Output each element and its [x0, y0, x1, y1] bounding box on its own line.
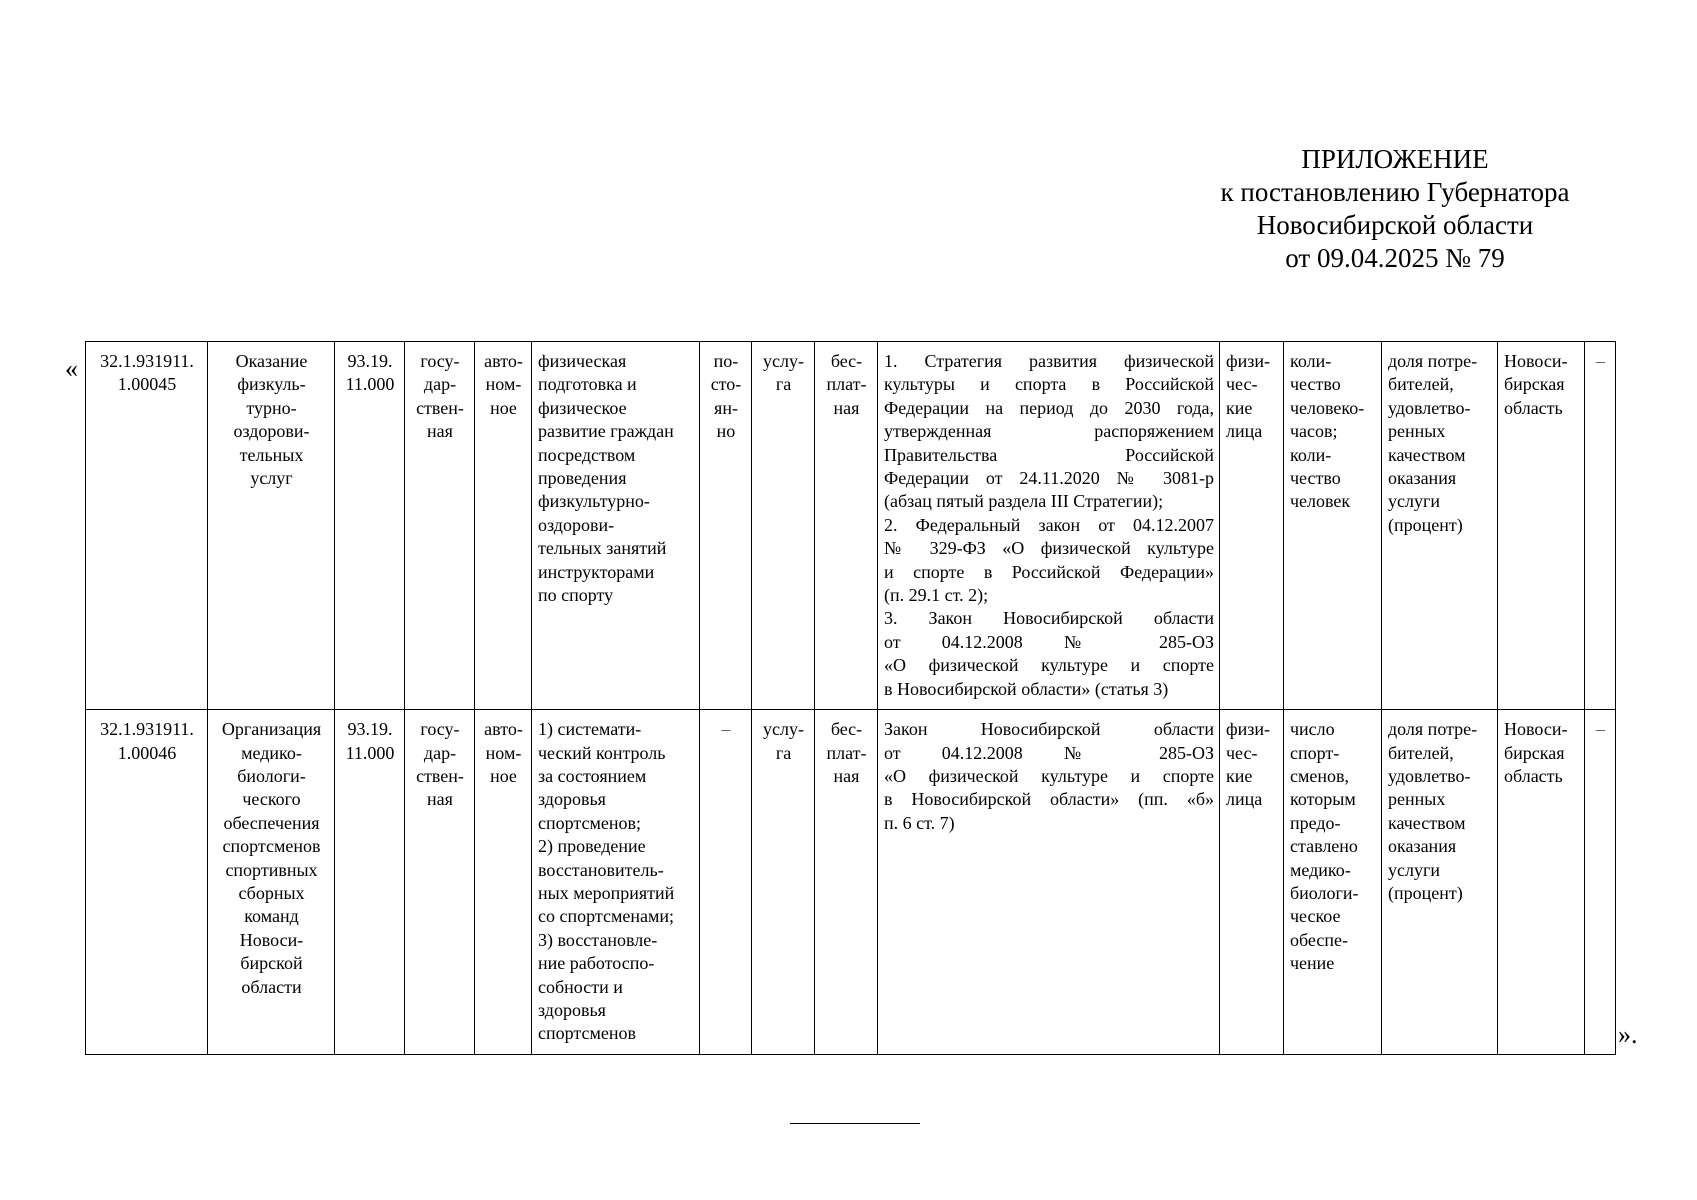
cell-text-line: авто- [484, 719, 523, 740]
cell-text-line: бес- [830, 719, 863, 740]
cell-text-line: 93.19. [347, 351, 393, 371]
cell-legal-basis [878, 710, 1220, 1055]
cell-text-line: 11.000 [345, 742, 395, 763]
cell-text-line: спорт- [1290, 742, 1340, 763]
cell-code [86, 342, 208, 710]
cell-payment [815, 342, 878, 710]
cell-ownership [405, 342, 475, 710]
cell-text-line: Федерации на период до 2030 года, [884, 397, 1214, 418]
cell-text-line: ставлено [1290, 836, 1358, 857]
cell-payment [815, 710, 878, 1055]
cell-text-line: Организация [221, 719, 322, 740]
cell-text-line: ная [833, 765, 860, 786]
cell-text-line: ческое [1290, 906, 1341, 927]
cell-text-line: ная [427, 421, 453, 442]
cell-text-line: № 329-ФЗ «О физической культуре [884, 538, 1214, 559]
cell-text-line: 3) восстановле- [538, 929, 658, 950]
closing-quote: ». [1618, 1020, 1638, 1049]
cell-text-line: качеством [1388, 444, 1466, 465]
cell-text-line: сто- [710, 374, 742, 395]
cell-text-line: физкультурно- [538, 491, 650, 512]
cell-text-line: спортсменов; [538, 812, 641, 833]
cell-text-line: коли- [1290, 444, 1332, 465]
cell-text-line: посредством [538, 444, 636, 465]
appendix-title: ПРИЛОЖЕНИЕ [1301, 144, 1489, 174]
cell-text-line: команд [244, 906, 299, 927]
cell-text-line: сменов, [1290, 765, 1350, 786]
table-row [86, 342, 1616, 710]
cell-text-line: бирская [1504, 742, 1565, 763]
cell-text-line: ная [427, 789, 453, 810]
cell-text-line: 93.19. [347, 719, 393, 740]
cell-text-line: оздорови- [233, 421, 310, 442]
cell-text-line: в Новосибирской области» (статья 3) [884, 678, 1169, 699]
table-row [86, 710, 1616, 1055]
cell-text-line: услу- [763, 351, 804, 371]
cell-text-line: удовлетво- [1388, 397, 1471, 418]
appendix-line-3: от 09.04.2025 № 79 [1285, 243, 1505, 273]
cell-text-line: тельных [239, 444, 304, 465]
cell-text-line: лица [1226, 789, 1263, 810]
cell-text-line: Новоси- [239, 929, 304, 950]
cell-text-line: часов; [1290, 421, 1338, 442]
cell-text-line: (процент) [1388, 882, 1463, 903]
cell-text-line: физкуль- [237, 374, 306, 395]
cell-conditions [700, 342, 752, 710]
cell-text-line: га [775, 374, 792, 395]
cell-text-line: сборных [238, 882, 305, 903]
cell-text-line: чес- [1226, 742, 1258, 763]
cell-quality [1382, 710, 1498, 1055]
cell-text-line: бирская [1504, 374, 1565, 395]
cell-text-line: со спортсменами; [538, 906, 674, 927]
cell-text-line: спортсменов [538, 1023, 636, 1044]
cell-text-line: развитие граждан [538, 421, 674, 442]
cell-text-line: человек [1290, 491, 1351, 512]
cell-text-line: 1. Стратегия развития физической [884, 351, 1214, 371]
cell-text-line: качеством [1388, 812, 1466, 833]
cell-text-line: ных мероприятий [538, 882, 675, 903]
cell-text-line: кие [1226, 765, 1253, 786]
cell-code [86, 710, 208, 1055]
cell-text-line: здоровья [538, 999, 606, 1020]
cell-text-line: бирской [240, 953, 303, 974]
cell-kind [752, 710, 815, 1055]
cell-text-line: ное [490, 765, 517, 786]
cell-text-line: оказания [1388, 468, 1457, 489]
cell-okved [335, 342, 405, 710]
cell-text-line: турно- [246, 397, 297, 418]
cell-text-line: 1.00045 [117, 374, 177, 395]
cell-text-line: подготовка и [538, 374, 637, 395]
cell-text-line: 32.1.931911. [100, 351, 194, 371]
cell-extra [1585, 710, 1616, 1055]
cell-text-line: плат- [826, 374, 867, 395]
cell-text-line: по- [713, 351, 739, 371]
cell-text-line: услуг [250, 468, 293, 489]
cell-text-line: бителей, [1388, 374, 1454, 395]
cell-text-line: ян- [714, 397, 738, 418]
cell-text-line: оздорови- [538, 514, 615, 535]
cell-text-line: от 04.12.2008 № 285-ОЗ [884, 631, 1214, 652]
services-registry-table [85, 341, 1616, 1055]
cell-text-line: Новоси- [1504, 351, 1568, 371]
cell-text-line: здоровья [538, 789, 606, 810]
cell-text-line: предо- [1290, 812, 1341, 833]
cell-text-line: госу- [420, 719, 460, 740]
cell-text-line: область [1504, 765, 1563, 786]
cell-text-line: 3. Закон Новосибирской области [884, 608, 1214, 629]
cell-text-line: обеспе- [1290, 929, 1348, 950]
cell-text-line: кие [1226, 397, 1253, 418]
cell-text-line: по спорту [538, 585, 614, 606]
cell-text-line: ческий контроль [538, 742, 666, 763]
cell-text-line: ствен- [416, 765, 464, 786]
cell-text-line: доля потре- [1388, 351, 1478, 371]
cell-text-line: за состоянием [538, 765, 647, 786]
cell-text-line: Федерации от 24.11.2020 № 3081-р [884, 468, 1214, 489]
cell-text-line: п. 6 ст. 7) [884, 812, 955, 833]
cell-text-line: биологи- [1290, 882, 1359, 903]
cell-text-line: госу- [420, 351, 460, 371]
cell-content [532, 342, 700, 710]
cell-text-line: услуги [1388, 859, 1440, 880]
cell-text-line: Оказание [235, 351, 308, 371]
cell-text-line: биологи- [237, 765, 306, 786]
cell-text-line: ренных [1388, 789, 1446, 810]
cell-volume [1284, 342, 1382, 710]
cell-text-line: бителей, [1388, 742, 1454, 763]
cell-text-line: удовлетво- [1388, 765, 1471, 786]
cell-text-line: – [721, 719, 731, 740]
cell-text-line: ренных [1388, 421, 1446, 442]
cell-text-line: га [775, 742, 792, 763]
cell-text-line: (п. 29.1 ст. 2); [884, 585, 989, 606]
document-header [1195, 143, 1595, 275]
cell-text-line: человеко- [1290, 397, 1365, 418]
cell-text-line: восстановитель- [538, 859, 664, 880]
cell-text-line: ческого [242, 789, 301, 810]
cell-text-line: область [1504, 397, 1563, 418]
cell-ownership [405, 710, 475, 1055]
cell-text-line: – [1596, 719, 1605, 740]
cell-text-line: ном- [485, 742, 522, 763]
cell-region [1498, 342, 1585, 710]
cell-text-line: медико- [1290, 859, 1351, 880]
cell-text-line: ние работоспо- [538, 953, 655, 974]
cell-text-line: в Новосибирской области» (пп. «б» [884, 789, 1214, 810]
cell-text-line: 1) системати- [538, 719, 642, 740]
cell-text-line: лица [1226, 421, 1263, 442]
cell-text-line: физи- [1226, 351, 1271, 371]
appendix-line-2: Новосибирской области [1256, 210, 1534, 240]
cell-okved [335, 710, 405, 1055]
cell-text-line: чение [1290, 953, 1335, 974]
appendix-line-1: к постановлению Губернатора [1220, 177, 1570, 207]
cell-conditions [700, 710, 752, 1055]
cell-consumers [1220, 342, 1284, 710]
cell-text-line: – [1596, 351, 1605, 371]
cell-text-line: 1.00046 [117, 742, 177, 763]
cell-text-line: (процент) [1388, 514, 1463, 535]
cell-text-line: которым [1290, 789, 1356, 810]
cell-text-line: области [241, 976, 302, 997]
end-separator-line [790, 1123, 920, 1124]
cell-text-line: оказания [1388, 836, 1457, 857]
cell-text-line: собности и [538, 976, 623, 997]
cell-text-line: ном- [485, 374, 522, 395]
cell-text-line: физическое [538, 397, 627, 418]
cell-consumers [1220, 710, 1284, 1055]
cell-text-line: 11.000 [345, 374, 395, 395]
cell-text-line: и спорте в Российской Федерации» [884, 561, 1214, 582]
cell-text-line: физическая [538, 351, 627, 371]
cell-text-line: но [716, 421, 736, 442]
cell-text-line: 2. Федеральный закон от 04.12.2007 [884, 514, 1214, 535]
cell-text-line: ная [833, 397, 860, 418]
cell-text-line: (абзац пятый раздела III Стратегии); [884, 491, 1164, 512]
cell-extra [1585, 342, 1616, 710]
cell-text-line: культуры и спорта в Российской [884, 374, 1214, 395]
cell-service-name [208, 710, 335, 1055]
cell-text-line: авто- [484, 351, 523, 371]
cell-text-line: «О физической культуре и спорте [884, 655, 1214, 676]
cell-service-name [208, 342, 335, 710]
cell-org-type [475, 342, 532, 710]
cell-text-line: Новоси- [1504, 719, 1568, 740]
cell-text-line: инструкторами [538, 561, 655, 582]
cell-volume [1284, 710, 1382, 1055]
cell-text-line: спортивных [225, 859, 318, 880]
cell-text-line: чество [1290, 468, 1341, 489]
cell-text-line: проведения [538, 468, 627, 489]
cell-text-line: утвержденная распоряжением [884, 421, 1214, 442]
cell-text-line: услу- [763, 719, 804, 740]
cell-text-line: чес- [1226, 374, 1258, 395]
cell-text-line: услуги [1388, 491, 1440, 512]
cell-text-line: Правительства Российской [884, 444, 1214, 465]
cell-text-line: бес- [830, 351, 863, 371]
cell-region [1498, 710, 1585, 1055]
cell-content [532, 710, 700, 1055]
cell-text-line: дар- [423, 742, 457, 763]
cell-text-line: 32.1.931911. [100, 719, 194, 740]
cell-text-line: физи- [1226, 719, 1271, 740]
cell-text-line: 2) проведение [538, 836, 646, 857]
cell-text-line: от 04.12.2008 № 285-ОЗ [884, 742, 1214, 763]
cell-text-line: коли- [1290, 351, 1332, 371]
cell-text-line: тельных занятий [538, 538, 667, 559]
cell-org-type [475, 710, 532, 1055]
cell-text-line: медико- [241, 742, 302, 763]
cell-text-line: число [1290, 719, 1335, 740]
cell-text-line: доля потре- [1388, 719, 1478, 740]
cell-text-line: дар- [423, 374, 457, 395]
cell-text-line: «О физической культуре и спорте [884, 765, 1214, 786]
cell-text-line: обеспечения [223, 812, 320, 833]
opening-quote: « [65, 354, 78, 383]
cell-text-line: ствен- [416, 397, 464, 418]
cell-kind [752, 342, 815, 710]
cell-quality [1382, 342, 1498, 710]
cell-text-line: чество [1290, 374, 1341, 395]
cell-text-line: плат- [826, 742, 867, 763]
cell-text-line: ное [490, 397, 517, 418]
cell-text-line: Закон Новосибирской области [884, 719, 1214, 740]
cell-legal-basis [878, 342, 1220, 710]
cell-text-line: спортсменов [222, 836, 321, 857]
